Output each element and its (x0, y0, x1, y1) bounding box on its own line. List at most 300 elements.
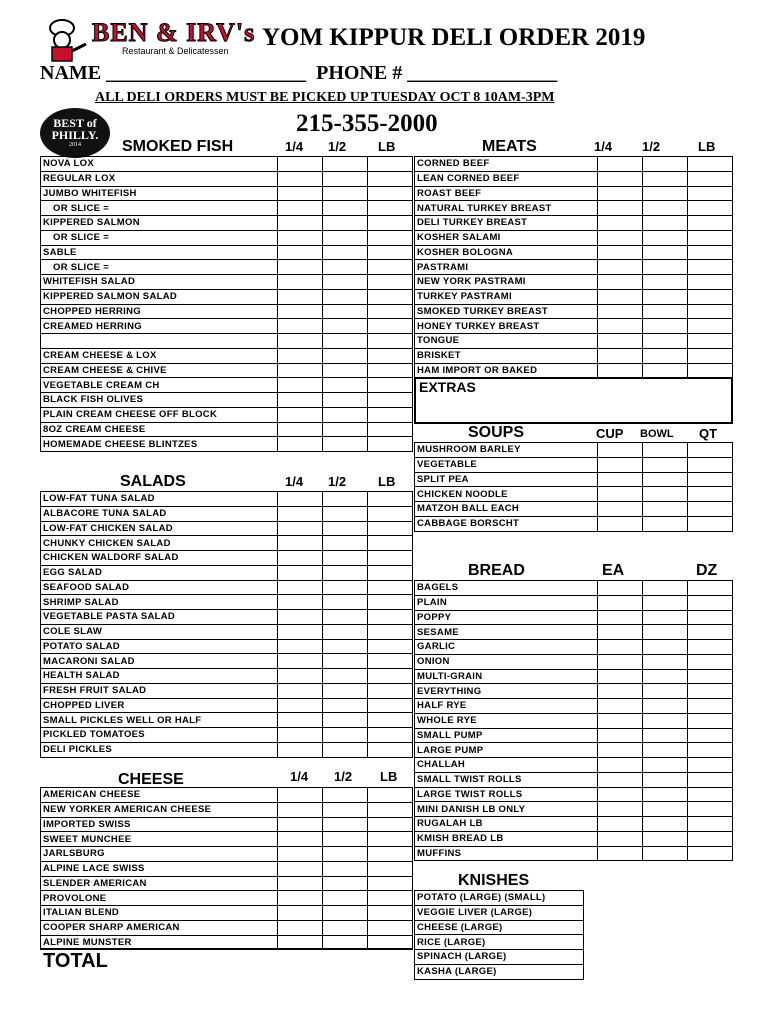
salad-item-label: POTATO SALAD (41, 639, 278, 654)
quantity-cell[interactable] (598, 443, 643, 458)
quantity-cell[interactable] (278, 683, 323, 698)
quantity-cell[interactable] (643, 334, 688, 349)
meat-item-row (415, 304, 733, 319)
quantity-cell[interactable] (368, 847, 413, 862)
quantity-cell[interactable] (688, 443, 733, 458)
quantity-cell[interactable] (688, 363, 733, 378)
quantity-cell[interactable] (688, 516, 733, 531)
quantity-cell[interactable] (688, 831, 733, 846)
quantity-cell[interactable] (688, 334, 733, 349)
quantity-cell[interactable] (368, 906, 413, 921)
quantity-cell[interactable] (278, 157, 323, 172)
quantity-cell[interactable] (368, 260, 413, 275)
quantity-cell[interactable] (598, 625, 643, 640)
quantity-cell[interactable] (278, 580, 323, 595)
quantity-cell[interactable] (278, 847, 323, 862)
quantity-cell[interactable] (278, 920, 323, 935)
quantity-cell[interactable] (688, 472, 733, 487)
quantity-cell[interactable] (278, 536, 323, 551)
quantity-cell[interactable] (368, 393, 413, 408)
quantity-cell[interactable] (278, 171, 323, 186)
quantity-cell[interactable] (368, 216, 413, 231)
quantity-cell[interactable] (688, 669, 733, 684)
quantity-cell[interactable] (598, 363, 643, 378)
quantity-cell[interactable] (643, 289, 688, 304)
quantity-cell[interactable] (323, 669, 368, 684)
quantity-cell[interactable] (643, 787, 688, 802)
quantity-cell[interactable] (598, 699, 643, 714)
quantity-cell[interactable] (368, 595, 413, 610)
quantity-cell[interactable] (598, 186, 643, 201)
quantity-cell[interactable] (323, 624, 368, 639)
quantity-cell[interactable] (688, 640, 733, 655)
quantity-cell[interactable] (323, 201, 368, 216)
quantity-cell[interactable] (598, 216, 643, 231)
quantity-cell[interactable] (368, 580, 413, 595)
quantity-cell[interactable] (598, 831, 643, 846)
meat-item-row (415, 245, 733, 260)
quantity-cell[interactable] (368, 683, 413, 698)
quantity-cell[interactable] (688, 595, 733, 610)
quantity-cell[interactable] (598, 758, 643, 773)
quantity-cell[interactable] (598, 472, 643, 487)
quantity-cell[interactable] (598, 275, 643, 290)
quantity-cell[interactable] (323, 639, 368, 654)
quantity-cell[interactable] (323, 580, 368, 595)
quantity-cell[interactable] (323, 230, 368, 245)
quantity-cell[interactable] (368, 920, 413, 935)
quantity-cell[interactable] (278, 216, 323, 231)
quantity-cell[interactable] (368, 407, 413, 422)
quantity-cell[interactable] (688, 772, 733, 787)
quantity-cell[interactable] (368, 728, 413, 743)
quantity-cell[interactable] (598, 245, 643, 260)
cheese-item-row (41, 876, 413, 891)
quantity-cell[interactable] (323, 595, 368, 610)
quantity-cell[interactable] (278, 713, 323, 728)
quantity-cell[interactable] (323, 506, 368, 521)
quantity-cell[interactable] (643, 595, 688, 610)
quantity-cell[interactable] (278, 610, 323, 625)
quantity-cell[interactable] (278, 363, 323, 378)
quantity-cell[interactable] (643, 846, 688, 861)
quantity-cell[interactable] (368, 698, 413, 713)
quantity-cell[interactable] (643, 758, 688, 773)
quantity-cell[interactable] (278, 521, 323, 536)
quantity-cell[interactable] (688, 319, 733, 334)
quantity-cell[interactable] (688, 684, 733, 699)
quantity-cell[interactable] (688, 654, 733, 669)
quantity-cell[interactable] (688, 581, 733, 596)
quantity-cell[interactable] (643, 230, 688, 245)
quantity-cell[interactable] (643, 472, 688, 487)
quantity-cell[interactable] (688, 758, 733, 773)
quantity-cell[interactable] (323, 817, 368, 832)
quantity-cell[interactable] (643, 304, 688, 319)
bread-item-label: SMALL TWIST ROLLS (415, 772, 598, 787)
quantity-cell[interactable] (278, 639, 323, 654)
quantity-cell[interactable] (688, 186, 733, 201)
quantity-cell[interactable] (688, 846, 733, 861)
quantity-cell[interactable] (598, 728, 643, 743)
quantity-cell[interactable] (368, 275, 413, 290)
knish-item-label: KASHA (LARGE) (415, 964, 584, 979)
quantity-cell[interactable] (323, 422, 368, 437)
quantity-cell[interactable] (368, 437, 413, 452)
quantity-cell[interactable] (278, 334, 323, 349)
quantity-cell[interactable] (643, 186, 688, 201)
quantity-cell[interactable] (688, 713, 733, 728)
quantity-cell[interactable] (688, 260, 733, 275)
quantity-cell[interactable] (323, 832, 368, 847)
quantity-cell[interactable] (278, 186, 323, 201)
quantity-cell[interactable] (368, 363, 413, 378)
cheese-item-label: ITALIAN BLEND (41, 906, 278, 921)
quantity-cell[interactable] (368, 817, 413, 832)
quantity-cell[interactable] (278, 565, 323, 580)
quantity-cell[interactable] (643, 728, 688, 743)
quantity-cell[interactable] (323, 437, 368, 452)
quantity-cell[interactable] (688, 304, 733, 319)
quantity-cell[interactable] (278, 551, 323, 566)
quantity-cell[interactable] (643, 275, 688, 290)
quantity-cell[interactable] (643, 516, 688, 531)
meat-item-label: PASTRAMI (415, 260, 598, 275)
quantity-cell[interactable] (688, 817, 733, 832)
quantity-cell[interactable] (598, 516, 643, 531)
salad-item-row (41, 698, 413, 713)
quantity-cell[interactable] (323, 906, 368, 921)
quantity-cell[interactable] (598, 595, 643, 610)
quantity-cell[interactable] (643, 348, 688, 363)
quantity-cell[interactable] (278, 832, 323, 847)
quantity-cell[interactable] (598, 654, 643, 669)
quantity-cell[interactable] (278, 260, 323, 275)
quantity-cell[interactable] (368, 521, 413, 536)
quantity-cell[interactable] (368, 891, 413, 906)
salad-item-row (41, 492, 413, 507)
quantity-cell[interactable] (688, 728, 733, 743)
quantity-cell[interactable] (688, 230, 733, 245)
quantity-cell[interactable] (368, 639, 413, 654)
quantity-cell[interactable] (278, 245, 323, 260)
quantity-cell[interactable] (643, 772, 688, 787)
quantity-cell[interactable] (323, 610, 368, 625)
quantity-cell[interactable] (323, 289, 368, 304)
quantity-cell[interactable] (368, 788, 413, 803)
quantity-cell[interactable] (643, 363, 688, 378)
quantity-cell[interactable] (368, 742, 413, 757)
quantity-cell[interactable] (643, 443, 688, 458)
quantity-cell[interactable] (278, 407, 323, 422)
quantity-cell[interactable] (368, 186, 413, 201)
quantity-cell[interactable] (688, 743, 733, 758)
quantity-cell[interactable] (688, 787, 733, 802)
quantity-cell[interactable] (368, 624, 413, 639)
quantity-cell[interactable] (278, 654, 323, 669)
cheese-item-label: NEW YORKER AMERICAN CHEESE (41, 802, 278, 817)
salad-item-row (41, 580, 413, 595)
quantity-cell[interactable] (368, 245, 413, 260)
quantity-cell[interactable] (643, 581, 688, 596)
smoked-fish-item-row (41, 260, 413, 275)
quantity-cell[interactable] (598, 772, 643, 787)
smoked-fish-item-row (41, 245, 413, 260)
quantity-cell[interactable] (368, 669, 413, 684)
quantity-cell[interactable] (278, 728, 323, 743)
quantity-cell[interactable] (368, 713, 413, 728)
quantity-cell[interactable] (323, 742, 368, 757)
quantity-cell[interactable] (368, 861, 413, 876)
quantity-cell[interactable] (598, 157, 643, 172)
meat-item-label: NATURAL TURKEY BREAST (415, 201, 598, 216)
quantity-cell[interactable] (368, 304, 413, 319)
quantity-cell[interactable] (688, 216, 733, 231)
quantity-cell[interactable] (598, 640, 643, 655)
quantity-cell[interactable] (598, 171, 643, 186)
quantity-cell[interactable] (598, 348, 643, 363)
quantity-cell[interactable] (278, 304, 323, 319)
quantity-cell[interactable] (598, 289, 643, 304)
bread-title: BREAD (468, 562, 525, 579)
quantity-cell[interactable] (643, 654, 688, 669)
quantity-cell[interactable] (598, 743, 643, 758)
quantity-cell[interactable] (323, 847, 368, 862)
quantity-cell[interactable] (278, 289, 323, 304)
quantity-cell[interactable] (643, 487, 688, 502)
quantity-cell[interactable] (323, 654, 368, 669)
quantity-cell[interactable] (323, 319, 368, 334)
quantity-cell[interactable] (368, 319, 413, 334)
quantity-cell[interactable] (323, 876, 368, 891)
quantity-cell[interactable] (323, 728, 368, 743)
quantity-cell[interactable] (278, 348, 323, 363)
quantity-cell[interactable] (643, 743, 688, 758)
quantity-cell[interactable] (643, 319, 688, 334)
quantity-cell[interactable] (643, 831, 688, 846)
meat-item-label: DELI TURKEY BREAST (415, 216, 598, 231)
quantity-cell[interactable] (643, 640, 688, 655)
bread-item-row (415, 713, 733, 728)
quantity-cell[interactable] (598, 846, 643, 861)
quantity-cell[interactable] (323, 713, 368, 728)
quantity-cell[interactable] (368, 802, 413, 817)
quantity-cell[interactable] (323, 334, 368, 349)
quantity-cell[interactable] (643, 157, 688, 172)
quantity-cell[interactable] (323, 683, 368, 698)
quantity-cell[interactable] (643, 684, 688, 699)
quantity-cell[interactable] (368, 201, 413, 216)
quantity-cell[interactable] (323, 245, 368, 260)
quantity-cell[interactable] (323, 393, 368, 408)
quantity-cell[interactable] (278, 422, 323, 437)
quantity-cell[interactable] (323, 186, 368, 201)
quantity-cell[interactable] (368, 157, 413, 172)
quantity-cell[interactable] (278, 319, 323, 334)
quantity-cell[interactable] (688, 625, 733, 640)
quantity-cell[interactable] (278, 506, 323, 521)
quantity-cell[interactable] (688, 348, 733, 363)
salad-item-label: MACARONI SALAD (41, 654, 278, 669)
quantity-cell[interactable] (598, 487, 643, 502)
quantity-cell[interactable] (688, 171, 733, 186)
quantity-cell[interactable] (278, 742, 323, 757)
quantity-cell[interactable] (278, 876, 323, 891)
quantity-cell[interactable] (688, 275, 733, 290)
quantity-cell[interactable] (598, 457, 643, 472)
quantity-cell[interactable] (278, 230, 323, 245)
quantity-cell[interactable] (368, 334, 413, 349)
quantity-cell[interactable] (368, 565, 413, 580)
quantity-cell[interactable] (323, 788, 368, 803)
bread-item-label: MUFFINS (415, 846, 598, 861)
quantity-cell[interactable] (368, 506, 413, 521)
quantity-cell[interactable] (323, 304, 368, 319)
quantity-cell[interactable] (688, 201, 733, 216)
quantity-cell[interactable] (688, 245, 733, 260)
quantity-cell[interactable] (688, 610, 733, 625)
quantity-cell[interactable] (368, 348, 413, 363)
quantity-cell[interactable] (323, 275, 368, 290)
cheese-item-label: PROVOLONE (41, 891, 278, 906)
quantity-cell[interactable] (643, 625, 688, 640)
quantity-cell[interactable] (278, 788, 323, 803)
quantity-cell[interactable] (598, 669, 643, 684)
quantity-cell[interactable] (323, 536, 368, 551)
meat-item-row (415, 289, 733, 304)
bread-item-label: SESAME (415, 625, 598, 640)
smoked-fish-item-label: SABLE (41, 245, 278, 260)
quantity-cell[interactable] (688, 457, 733, 472)
smoked-fish-item-label: OR SLICE = (41, 201, 278, 216)
quantity-cell[interactable] (643, 610, 688, 625)
quantity-cell[interactable] (323, 521, 368, 536)
quantity-cell[interactable] (598, 610, 643, 625)
quantity-cell[interactable] (323, 216, 368, 231)
quantity-cell[interactable] (598, 817, 643, 832)
quantity-cell[interactable] (368, 551, 413, 566)
quantity-cell[interactable] (598, 334, 643, 349)
quantity-cell[interactable] (278, 906, 323, 921)
quantity-cell[interactable] (323, 260, 368, 275)
quantity-cell[interactable] (278, 378, 323, 393)
quantity-cell[interactable] (278, 275, 323, 290)
quantity-cell[interactable] (368, 536, 413, 551)
quantity-cell[interactable] (688, 289, 733, 304)
quantity-cell[interactable] (688, 699, 733, 714)
quantity-cell[interactable] (323, 407, 368, 422)
quantity-cell[interactable] (643, 457, 688, 472)
quantity-cell[interactable] (598, 304, 643, 319)
quantity-cell[interactable] (688, 502, 733, 517)
quantity-cell[interactable] (598, 201, 643, 216)
quantity-cell[interactable] (643, 713, 688, 728)
knish-item-row (415, 935, 584, 950)
quantity-cell[interactable] (323, 348, 368, 363)
quantity-cell[interactable] (598, 260, 643, 275)
quantity-cell[interactable] (368, 378, 413, 393)
quantity-cell[interactable] (643, 201, 688, 216)
quantity-cell[interactable] (278, 201, 323, 216)
bread-item-label: PLAIN (415, 595, 598, 610)
quantity-cell[interactable] (598, 502, 643, 517)
quantity-cell[interactable] (643, 260, 688, 275)
quantity-cell[interactable] (598, 319, 643, 334)
quantity-cell[interactable] (368, 876, 413, 891)
quantity-cell[interactable] (323, 551, 368, 566)
quantity-cell[interactable] (323, 698, 368, 713)
quantity-cell[interactable] (688, 487, 733, 502)
quantity-cell[interactable] (368, 654, 413, 669)
quantity-cell[interactable] (688, 157, 733, 172)
meat-item-label: SMOKED TURKEY BREAST (415, 304, 598, 319)
quantity-cell[interactable] (643, 216, 688, 231)
quantity-cell[interactable] (368, 230, 413, 245)
quantity-cell[interactable] (368, 492, 413, 507)
quantity-cell[interactable] (323, 171, 368, 186)
quantity-cell[interactable] (278, 817, 323, 832)
quantity-cell[interactable] (278, 595, 323, 610)
quantity-cell[interactable] (643, 699, 688, 714)
quantity-cell[interactable] (323, 891, 368, 906)
meat-item-label: CORNED BEEF (415, 157, 598, 172)
quantity-cell[interactable] (323, 565, 368, 580)
soup-item-label: CABBAGE BORSCHT (415, 516, 598, 531)
quantity-cell[interactable] (598, 581, 643, 596)
quantity-cell[interactable] (598, 787, 643, 802)
quantity-cell[interactable] (278, 698, 323, 713)
quantity-cell[interactable] (598, 684, 643, 699)
quantity-cell[interactable] (323, 363, 368, 378)
quantity-cell[interactable] (598, 713, 643, 728)
quantity-cell[interactable] (368, 422, 413, 437)
quantity-cell[interactable] (368, 171, 413, 186)
knish-item-label: CHEESE (LARGE) (415, 920, 584, 935)
quantity-cell[interactable] (598, 802, 643, 817)
quantity-cell[interactable] (368, 610, 413, 625)
quantity-cell[interactable] (278, 624, 323, 639)
quantity-cell[interactable] (643, 171, 688, 186)
salad-item-label: SMALL PICKLES WELL OR HALF (41, 713, 278, 728)
quantity-cell[interactable] (643, 817, 688, 832)
quantity-cell[interactable] (323, 920, 368, 935)
smoked-fish-item-row (41, 422, 413, 437)
quantity-cell[interactable] (368, 832, 413, 847)
quantity-cell[interactable] (278, 437, 323, 452)
salad-item-label: HEALTH SALAD (41, 669, 278, 684)
quantity-cell[interactable] (688, 802, 733, 817)
quantity-cell[interactable] (278, 669, 323, 684)
quantity-cell[interactable] (278, 891, 323, 906)
quantity-cell[interactable] (323, 802, 368, 817)
quantity-cell[interactable] (368, 289, 413, 304)
quantity-cell[interactable] (278, 861, 323, 876)
quantity-cell[interactable] (323, 378, 368, 393)
quantity-cell[interactable] (643, 245, 688, 260)
quantity-cell[interactable] (323, 492, 368, 507)
quantity-cell[interactable] (643, 802, 688, 817)
quantity-cell[interactable] (643, 502, 688, 517)
quantity-cell[interactable] (323, 157, 368, 172)
bread-item-label: LARGE PUMP (415, 743, 598, 758)
quantity-cell[interactable] (323, 861, 368, 876)
quantity-cell[interactable] (278, 492, 323, 507)
quantity-cell[interactable] (278, 393, 323, 408)
quantity-cell[interactable] (278, 802, 323, 817)
quantity-cell[interactable] (598, 230, 643, 245)
quantity-cell[interactable] (643, 669, 688, 684)
meats-table (414, 156, 733, 378)
